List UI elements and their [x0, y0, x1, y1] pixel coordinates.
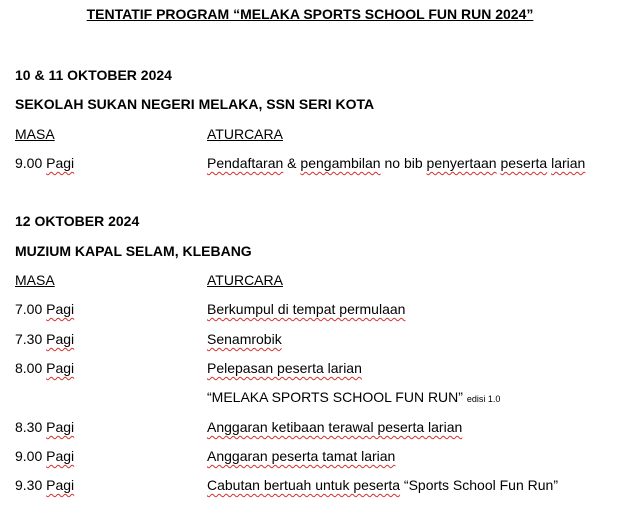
event-word: &: [283, 155, 301, 171]
day2-row1-time: [15, 301, 74, 317]
event-word: peserta: [500, 155, 548, 171]
time-number: 9.00: [15, 448, 43, 464]
event-quote: “Sports School Fun Run”: [403, 477, 558, 493]
event-word: Pendaftaran: [207, 155, 284, 171]
day2-row2-event: Senamrobik: [207, 331, 282, 347]
time-number: 7.30: [15, 331, 43, 347]
event-word: penyertaan: [426, 155, 497, 171]
time-unit: Pagi: [46, 448, 75, 464]
event-name: “MELAKA SPORTS SCHOOL FUN RUN”: [207, 389, 463, 405]
day1-header-time: MASA: [15, 126, 55, 142]
day1-date: 10 & 11 OKTOBER 2024: [15, 67, 172, 83]
day2-row2-time: [15, 331, 74, 347]
time-number: 7.00: [15, 301, 43, 317]
day2-row3-event: Pelepasan peserta larian: [207, 360, 362, 376]
day2-venue: MUZIUM KAPAL SELAM, KLEBANG: [15, 243, 252, 259]
day2-header-event: ATURCARA: [207, 272, 283, 288]
day1-row1-event: [207, 155, 585, 171]
day2-header-time: MASA: [15, 272, 55, 288]
event-word: larian: [551, 155, 586, 171]
document-title: TENTATIF PROGRAM “MELAKA SPORTS SCHOOL FUN RUN 2024”: [86, 6, 534, 22]
event-word: pengambilan: [300, 155, 381, 171]
time-unit: Pagi: [46, 360, 75, 376]
time-unit: Pagi: [46, 155, 75, 171]
time-unit: Pagi: [46, 301, 75, 317]
day1-venue: SEKOLAH SUKAN NEGERI MELAKA, SSN SERI KOTA: [15, 96, 375, 112]
edition-label: edisi 1.0: [466, 394, 501, 404]
event-text: Cabutan bertuah untuk peserta: [207, 477, 401, 493]
day2-date: 12 OKTOBER 2024: [15, 213, 140, 229]
day2-row7-event: [207, 477, 558, 493]
day2-row7-time: [15, 477, 74, 493]
day2-row3-time: [15, 360, 74, 376]
day1-header-event: ATURCARA: [207, 126, 283, 142]
event-word: no bib: [380, 155, 427, 171]
day2-row5-time: [15, 419, 74, 435]
time-unit: Pagi: [46, 419, 75, 435]
day2-event-name-line: [207, 389, 500, 405]
day2-row5-event: Anggaran ketibaan terawal peserta larian: [207, 419, 463, 435]
time-number: 9.30: [15, 477, 43, 493]
time-number: 9.00: [15, 155, 43, 171]
time-unit: Pagi: [46, 331, 75, 347]
time-number: 8.00: [15, 360, 43, 376]
day1-row1-time: [15, 155, 74, 171]
day2-row6-time: [15, 448, 74, 464]
day2-row1-event: Berkumpul di tempat permulaan: [207, 301, 406, 317]
time-unit: Pagi: [46, 477, 75, 493]
day2-row6-event: Anggaran peserta tamat larian: [207, 448, 396, 464]
time-number: 8.30: [15, 419, 43, 435]
